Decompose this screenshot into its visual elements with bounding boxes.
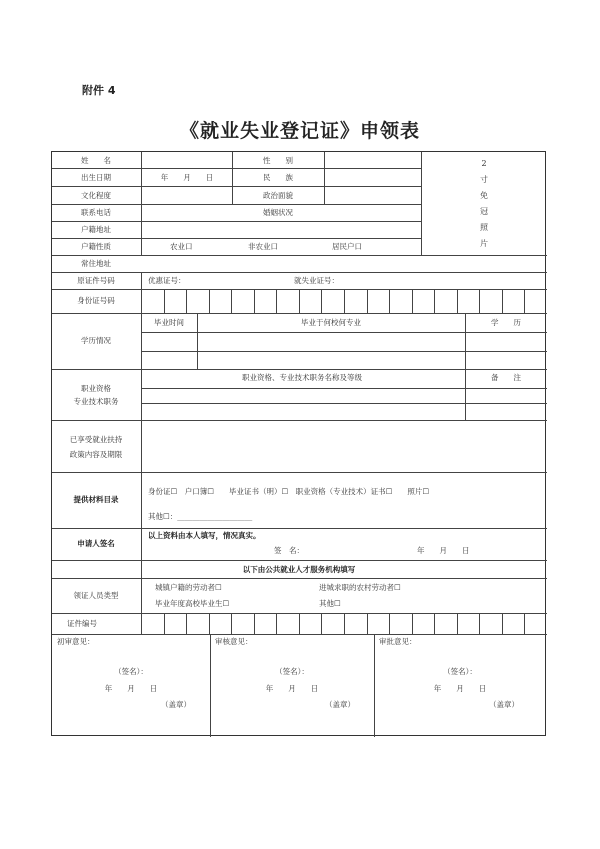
id-number-cell-divider xyxy=(276,289,277,313)
political-label: 政治面貌 xyxy=(263,191,293,200)
initial-review-date: 年 月 日 xyxy=(104,684,158,693)
id-number-cell-divider xyxy=(524,289,525,313)
initial-review-sign: （签名）： xyxy=(114,667,148,676)
cert-number-cell-divider xyxy=(231,613,232,634)
approval-seal: （盖章） xyxy=(489,700,519,709)
birth-date-placeholder: 年 月 日 xyxy=(160,173,214,182)
cert-number-cell-divider xyxy=(164,613,165,634)
approval-sign: （签名）： xyxy=(443,667,477,676)
study-col-grad-time: 毕业时间 xyxy=(154,318,184,327)
cert-number-cell-divider xyxy=(502,613,503,634)
qualification-col-name: 职业资格、专业技术职务名称及等级 xyxy=(242,373,362,382)
photo-box: 2 寸 免 冠 照 片 xyxy=(480,159,488,248)
hukou-option-agri: 农业口 xyxy=(170,242,193,251)
id-number-cell-divider xyxy=(479,289,480,313)
form-title: 《就业失业登记证》申领表 xyxy=(179,120,420,142)
cert-number-cell-divider xyxy=(524,613,525,634)
policy-label-2: 政策内容及期限 xyxy=(69,450,123,459)
id-number-cell-divider xyxy=(299,289,300,313)
cert-number-cell-divider xyxy=(479,613,480,634)
materials-label: 提供材料目录 xyxy=(73,495,119,504)
qualification-col-note: 备 注 xyxy=(491,373,521,382)
study-col-degree: 学 历 xyxy=(491,318,521,327)
cert-number-cell-divider xyxy=(457,613,458,634)
cert-number-cell-divider xyxy=(186,613,187,634)
approval-title: 审批意见： xyxy=(379,637,417,646)
cert-number-cell-divider xyxy=(299,613,300,634)
category-label: 领证人员类型 xyxy=(73,591,119,600)
approval-date: 年 月 日 xyxy=(433,684,487,693)
marital-label: 婚姻状况 xyxy=(263,208,293,217)
materials-items: 身份证☐ 户口簿☐ 毕业证书（明）☐ 职业资格（专业技术）证书☐ 照片☐ xyxy=(148,487,430,496)
id-number-cell-divider xyxy=(186,289,187,313)
id-number-cell-divider xyxy=(231,289,232,313)
id-number-label: 身份证号码 xyxy=(77,296,115,305)
agency-header: 以下由公共就业人才服务机构填写 xyxy=(242,565,356,574)
cert-number-cell-divider xyxy=(389,613,390,634)
cert-number-cell-divider xyxy=(412,613,413,634)
applicant-sign-label: 申请人签名 xyxy=(77,539,115,548)
id-number-cell-divider xyxy=(321,289,322,313)
id-number-cell-divider xyxy=(412,289,413,313)
audit-review-seal: （盖章） xyxy=(325,700,355,709)
id-number-cell-divider xyxy=(164,289,165,313)
id-number-cell-divider xyxy=(344,289,345,313)
hukou-option-nonagri: 非农业口 xyxy=(248,242,278,251)
initial-review-seal: （盖章） xyxy=(161,700,191,709)
cert-number-cell-divider xyxy=(254,613,255,634)
category-option-graduate: 毕业年度高校毕业生☐ xyxy=(155,599,230,608)
category-option-rural: 进城求职的农村劳动者☐ xyxy=(319,583,401,592)
employment-cert-label: 就失业证号： xyxy=(294,276,339,285)
id-number-cell-divider xyxy=(434,289,435,313)
birth-label: 出生日期 xyxy=(81,173,111,182)
preferential-cert-label: 优惠证号： xyxy=(148,276,186,285)
cert-number-cell-divider xyxy=(209,613,210,634)
category-option-other: 其他☐ xyxy=(319,599,341,608)
id-number-cell-divider xyxy=(209,289,210,313)
audit-review-sign: （签名）： xyxy=(275,667,309,676)
cert-number-cell-divider xyxy=(344,613,345,634)
residence-label: 常住地址 xyxy=(81,259,111,268)
policy-label-1: 已享受就业扶持 xyxy=(69,435,123,444)
cert-number-cell-divider xyxy=(276,613,277,634)
cert-number-cell-divider xyxy=(367,613,368,634)
audit-review-title: 审核意见： xyxy=(215,637,253,646)
name-label: 姓 名 xyxy=(81,156,111,165)
ethnicity-label: 民 族 xyxy=(263,173,293,182)
initial-review-title: 初审意见： xyxy=(57,637,95,646)
study-label: 学历情况 xyxy=(81,336,111,345)
category-option-urban: 城镇户籍的劳动者☐ xyxy=(155,583,222,592)
id-number-cell-divider xyxy=(502,289,503,313)
phone-label: 联系电话 xyxy=(81,208,111,217)
orig-cert-label: 原证件号码 xyxy=(77,276,115,285)
id-number-cell-divider xyxy=(389,289,390,313)
hukou-address-label: 户籍地址 xyxy=(81,225,111,234)
applicant-signature: 签 名： xyxy=(274,546,304,555)
gender-label: 性 别 xyxy=(263,156,293,165)
study-col-school: 毕业于何校何专业 xyxy=(301,318,361,327)
id-number-cell-divider xyxy=(254,289,255,313)
id-number-cell-divider xyxy=(367,289,368,313)
qualification-label: 职业资格 xyxy=(81,384,111,393)
hukou-type-label: 户籍性质 xyxy=(81,242,111,251)
id-number-cell-divider xyxy=(457,289,458,313)
applicant-date: 年 月 日 xyxy=(417,546,470,555)
materials-other: 其他☐：____________________ xyxy=(148,512,253,521)
attachment-label: 附件 4 xyxy=(82,84,116,97)
audit-review-date: 年 月 日 xyxy=(265,684,319,693)
professional-title-label: 专业技术职务 xyxy=(73,397,119,406)
hukou-option-resident: 居民户口 xyxy=(332,242,362,251)
application-form xyxy=(51,151,546,736)
education-label: 文化程度 xyxy=(81,191,111,200)
cert-number-cell-divider xyxy=(434,613,435,634)
cert-number-cell-divider xyxy=(321,613,322,634)
applicant-statement: 以上资料由本人填写，情况真实。 xyxy=(148,531,261,540)
cert-number-label: 证件编号 xyxy=(67,619,97,628)
